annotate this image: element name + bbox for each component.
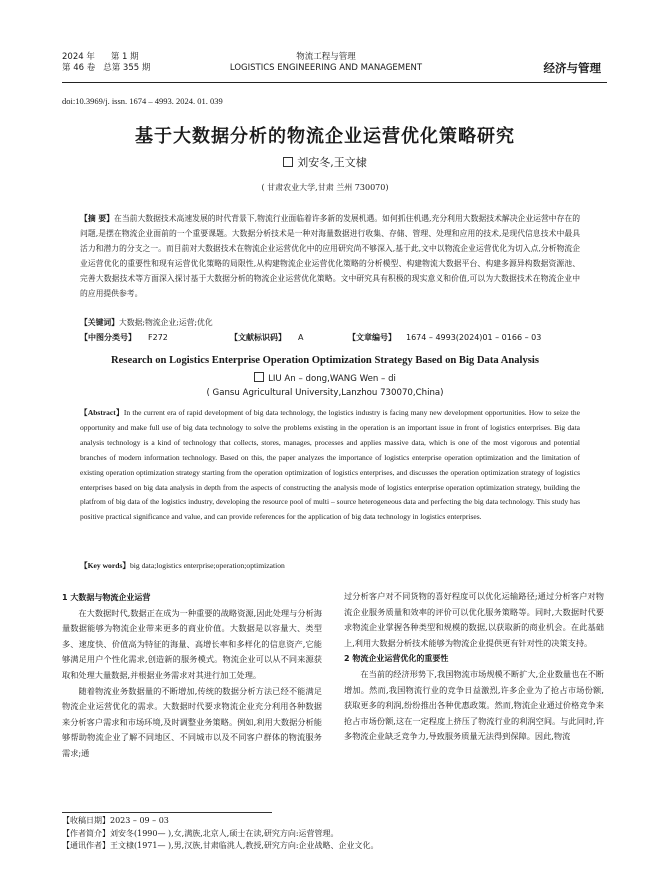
received-date: 【收稿日期】2023 – 09 – 03: [62, 816, 169, 825]
corresponding-author: 【通讯作者】王文棣(1971— ),男,汉族,甘肃临洮人,教授,研究方向:企业战略、企业文化。: [62, 841, 379, 850]
abstract-en-text: In the current era of rapid development of big data technology, the logistics industry is facing many new development opportunities. How to seize the opportunity and make full use of big data technology to solve the problems existing in the operation is an important issue in front of logistics enterprises. Big data analysis technology is a kind of technology that collects, stores, manages, processes and applies massive data, which is one of the most vigorous and potential branches of modern information technology. Based on this, the paper analyzes the importance of logistics enterprise operation optimization and the limitation of existing operation optimization strategy starting from the operation optimization of logistics enterprises, and discusses the operation optimization strategy of logistics enterprises based on big data analysis in depth from the aspects of constructing the analysis mode of logistics enterprise operation optimization strategy, building the platfrom of big data of the logistics industry, developing the resource pool of multi – source heterogeneous data and perfecting the big data technology. This study has positive practical significance and value, and can provide references for the application of big data technology in logistics enterprises.: [80, 408, 580, 522]
authors-cn: [0, 154, 650, 170]
abstract-en-label: 【Abstract】: [80, 408, 124, 417]
body-column-right: [344, 589, 604, 745]
author-en-box-icon: [254, 372, 264, 382]
issue-info: [62, 52, 150, 74]
author-introduction: 【作者简介】刘安冬(1990— ),女,满族,北京人,硕士在读,研究方向:运营管理。: [62, 828, 339, 838]
abstract-cn: [80, 212, 580, 301]
keywords-en-text: big data;logistics enterprise;operation;optimization: [130, 561, 285, 570]
abstract-cn-text: 在当前大数据技术高速发展的时代背景下,物流行业面临着许多新的发展机遇。如何抓住机遇,充分利用大数据技术解决企业运营中存在的问题,是摆在物流企业面前的一个重要课题。大数据分析技术是一种对海量数据进行收集、存储、管理、处理和应用的技术,是现代信息技术中最具活力和潜力的分支之一。而目前对大数据技术在物流企业运营优化中的应用研究尚不够深入,基于此,文中以物流企业运营优化为切入点,分析物流企业运营优化的重要性和现有运营优化策略的局限性,从构建物流企业运营优化策略的分析模型、构建物流大数据平台、构建多源异构数据资源池、完善大数据技术等方面深入探讨基于大数据分析的物流企业运营优化策略。文中研究具有积极的现实意义和价值,可以为大数据技术在物流企业中的应用提供参考。: [80, 214, 581, 298]
authors-en: [0, 372, 650, 384]
section-1-paragraph-2-continued: 过分析客户对不同货物的喜好程度可以优化运输路径;通过分析客户对物流企业服务质量和效率的评价可以优化服务策略等。同时,大数据时代要求物流企业掌握各种类型和规模的数据,以获取新的商业机会。在此基础上,利用大数据分析技术能够为物流企业提供更有针对性的决策支持。: [344, 591, 604, 648]
section-1-heading: 1 大数据与物流企业运营: [62, 593, 151, 602]
authors-en-text: LIU An – dong,WANG Wen – di: [268, 374, 396, 384]
keywords-cn-text: 大数据;物流企业;运营;优化: [118, 318, 213, 327]
paper-title-cn: 基于大数据分析的物流企业运营优化策略研究: [135, 126, 515, 147]
volume: 第 46 卷: [62, 63, 96, 73]
keywords-en-label: 【Key words】: [80, 561, 130, 570]
article-number: 【文章编号】 1674 – 4993(2024)01 – 0166 – 03: [348, 333, 542, 342]
document-code: 【文献标识码】 A: [230, 333, 304, 342]
keywords-en: [80, 560, 580, 571]
doi: doi:10.3969/j. issn. 1674 – 4993. 2024. 01. 039: [62, 96, 223, 106]
footnotes: [62, 815, 607, 853]
clc-number: 【中图分类号】 F272: [80, 333, 168, 342]
journal-header: [62, 52, 607, 82]
affiliation-cn: ( 甘肃农业大学,甘肃 兰州 730070): [261, 183, 389, 192]
section-1-paragraph-2: 随着物流业务数据量的不断增加,传统的数据分析方法已经不能满足物流企业运营优化的需求。大数据时代要求物流企业充分利用各种数据来分析客户需求和市场环境,及时调整业务策略。例如,利用大数据分析能够帮助物流企业了解不同地区、不同城市以及不同客户群体的物流服务需求;通: [62, 685, 322, 758]
section-1-paragraph-1: 在大数据时代,数据正在成为一种重要的战略资源,因此处理与分析海量数据能够为物流企业带来更多的商业价值。大数据是以容量大、类型多、速度快、价值高为特征的海量、高增长率和多样化的信息资产,它能够满足用户个性化需求,创造新的服务模式。物流企业可以从不同来源获取和处理大量数据,并根据业务需求对其进行加工处理。: [62, 607, 322, 680]
section-2-paragraph-1: 在当前的经济形势下,我国物流市场规模不断扩大,企业数量也在不断增加。然而,我国物流行业的竞争日益激烈,许多企业为了抢占市场份额,获取更多的利润,纷纷推出各种优惠政策。然而,物流企业通过价格竞争来抢占市场份额,这在一定程度上挤压了物流行业的利润空间。与此同时,许多物流企业缺乏竞争力,导致服务质量无法得到保障。因此,物流: [344, 668, 604, 742]
total-issue: 总第 355 期: [103, 63, 151, 73]
journal-name-cn: 物流工程与管理: [296, 52, 356, 62]
abstract-cn-label: 【摘 要】: [80, 214, 114, 223]
footnote-divider: [62, 812, 272, 813]
classification-row: [80, 332, 580, 344]
author-box-icon: [283, 157, 293, 167]
keywords-cn-label: 【关键词】: [80, 318, 119, 327]
header-divider: [62, 82, 607, 83]
abstract-en: [80, 406, 580, 525]
body-column-left: [62, 590, 322, 762]
journal-name-en: LOGISTICS ENGINEERING AND MANAGEMENT: [229, 63, 423, 73]
year: 2024 年: [62, 52, 95, 62]
paper-title-en: Research on Logistics Enterprise Operation Optimization Strategy Based on Big Data Analysis: [111, 355, 539, 366]
keywords-cn: [80, 317, 580, 329]
section-2-heading: 2 物流企业运营优化的重要性: [344, 654, 449, 664]
section-label: 经济与管理: [543, 61, 601, 75]
issue: 第 1 期: [110, 52, 139, 62]
authors-cn-text: 刘安冬,王文棣: [297, 156, 367, 169]
journal-name: [216, 52, 436, 74]
affiliation-en: ( Gansu Agricultural University,Lanzhou 730070,China): [206, 388, 444, 398]
